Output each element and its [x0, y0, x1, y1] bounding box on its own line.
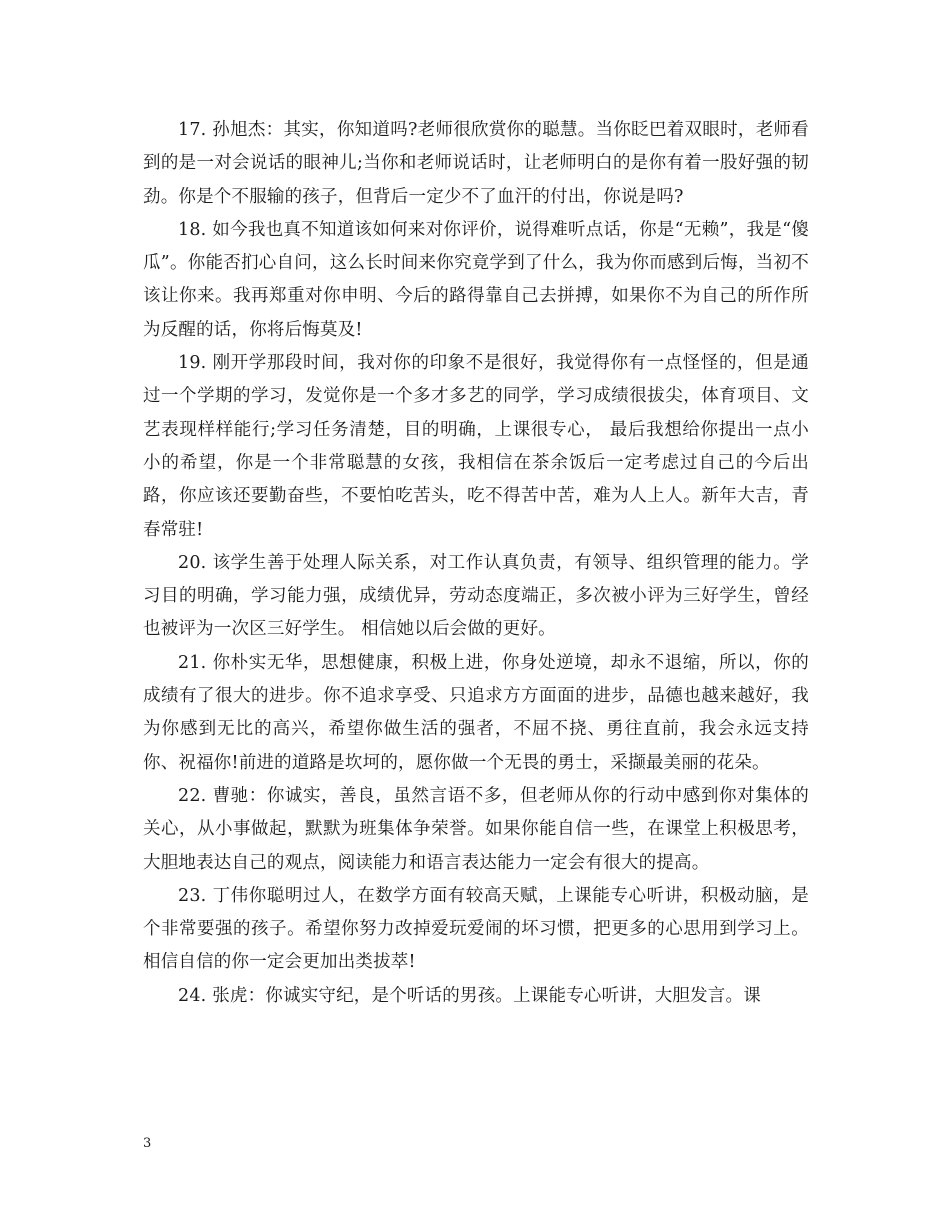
comment-paragraph-24: 24. 张虎：你诚实守纪，是个听话的男孩。上课能专心听讲，大胆发言。课 [178, 985, 761, 1006]
comment-paragraph-19: 19. 刚开学那段时间，我对你的印象不是很好，我觉得你有一点怪怪的，但是通过一个学期的学习，发觉你是一个多才多艺的同学，学习成绩很拔尖，体育项目、文艺表现样样能行;学习任务清楚，目的明确，上课很专心， 最后我想给你提出一点小小的希望，你是一个非常聪慧的女孩，我相信在茶余饭后一定考虑过自己的今后出路，你应该还要勤奋些，不要怕吃苦头，吃不得苦中苦，难为人上人。新年大吉，青春常驻! [143, 353, 809, 540]
comment-paragraph-17: 17. 孙旭杰：其实，你知道吗?老师很欣赏你的聪慧。当你眨巴着双眼时，老师看到的是一对会说话的眼神儿;当你和老师说话时，让老师明白的是你有着一股好强的韧劲。你是个不服输的孩子，但背后一定少不了血汗的付出，你说是吗? [143, 120, 809, 207]
comment-paragraph-22: 22. 曹驰：你诚实，善良，虽然言语不多，但老师从你的行动中感到你对集体的关心，从小事做起，默默为班集体争荣誉。如果你能自信一些，在课堂上积极思考，大胆地表达自己的观点，阅读能力和语言表达能力一定会有很大的提高。 [143, 785, 809, 873]
comment-paragraph-23: 23. 丁伟你聪明过人，在数学方面有较高天赋，上课能专心听讲，积极动脑，是个非常要强的孩子。希望你努力改掉爱玩爱闹的坏习惯，把更多的心思用到学习上。相信自信的你一定会更加出类拔萃! [143, 885, 809, 973]
comment-paragraph-20: 20. 该学生善于处理人际关系，对工作认真负责，有领导、组织管理的能力。学习目的明确，学习能力强，成绩优异，劳动态度端正，多次被小评为三好学生，曾经也被评为一次区三好学生。 相信她以后会做的更好。 [143, 552, 809, 640]
document-body [143, 114, 809, 1013]
page-number: 3 [143, 1136, 152, 1151]
comment-paragraph-18: 18. 如今我也真不知道该如何来对你评价，说得难听点话，你是“无赖”，我是“傻瓜”。你能否扪心自问，这么长时间来你究竟学到了什么，我为你而感到后悔，当初不该让你来。我再郑重对你申明、今后的路得靠自己去拼搏，如果你不为自己的所作所为反醒的话，你将后悔莫及! [143, 219, 809, 340]
comment-paragraph-21: 21. 你朴实无华，思想健康，积极上进，你身处逆境，却永不退缩，所以，你的成绩有了很大的进步。你不追求享受、只追求方方面面的进步，品德也越来越好，我为你感到无比的高兴，希望你做生活的强者，不屈不挠、勇往直前，我会永远支持你、祝福你!前进的道路是坎坷的，愿你做一个无畏的勇士，采撷最美丽的花朵。 [143, 652, 809, 773]
